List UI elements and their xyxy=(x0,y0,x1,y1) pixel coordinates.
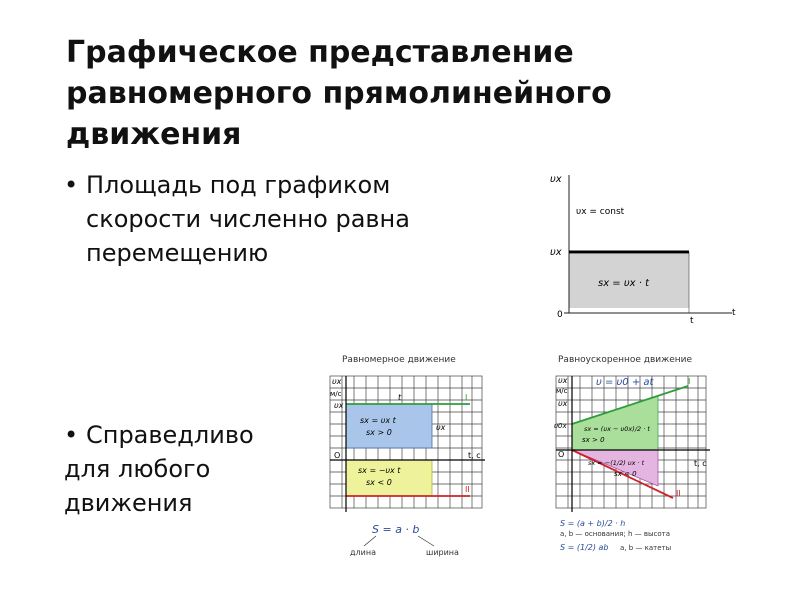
v-level-label: υx xyxy=(550,247,562,258)
lower-formula-1: sx = −υx t xyxy=(358,466,401,475)
axis-t-label: t, с xyxy=(468,451,481,460)
origin-label: O xyxy=(558,450,565,459)
bullet1-line-2: скорости численно равна xyxy=(86,205,410,233)
const-label: υx = const xyxy=(576,207,625,217)
bullet2-line-2: для любого xyxy=(64,455,211,483)
axis-v-label: υx xyxy=(332,377,342,386)
upper-formula: sx = (υx − υ0x)/2 · t xyxy=(584,425,650,433)
t-axis-label: t xyxy=(732,308,736,318)
axis-unit-label: м/с xyxy=(330,390,342,398)
bullet-any-motion xyxy=(64,418,324,520)
caption-length: длина xyxy=(350,548,376,557)
upper-formula-2: sx > 0 xyxy=(366,428,392,437)
bullet2-line-1: Справедливо xyxy=(86,421,254,449)
positive-area xyxy=(346,404,432,448)
t-mark-label: t xyxy=(690,316,694,326)
line-I-label: I xyxy=(465,393,468,402)
uniform-motion-figure xyxy=(320,350,500,570)
caption-width: ширина xyxy=(426,548,459,557)
axis-unit-label: м/с xyxy=(556,387,568,395)
area-formula: sx = υx · t xyxy=(598,278,650,289)
label-v0x: υ0x xyxy=(554,422,567,430)
label-vx: υx xyxy=(558,399,568,408)
title-line-2: равномерного прямолинейного xyxy=(66,76,612,111)
line-II-label: II xyxy=(676,489,681,498)
accel-heading: Равноускоренное движение xyxy=(558,355,693,365)
arrow-width xyxy=(418,536,434,546)
bullet-dot: • xyxy=(64,171,79,199)
slide-title xyxy=(66,32,766,155)
trapezoid-formula: S = (a + b)/2 · h xyxy=(560,519,626,528)
bullet1-line-1: Площадь под графиком xyxy=(86,171,391,199)
triangle-caption: a, b — катеты xyxy=(620,544,672,552)
lower-formula: sx = −(1/2) υx · t xyxy=(588,459,645,467)
label-ux-right: υx xyxy=(436,423,446,432)
line-II-label: II xyxy=(465,485,470,494)
triangle-formula: S = (1/2) ab xyxy=(560,543,609,552)
v-axis-label: υx xyxy=(550,174,562,185)
label-vx: υx xyxy=(334,401,344,410)
trapezoid-caption: a, b — основания; h — высота xyxy=(560,530,670,538)
uniform-heading: Равномерное движение xyxy=(342,355,456,365)
axis-v-label: υx xyxy=(558,376,568,385)
title-line-1: Графическое представление xyxy=(66,35,574,70)
bullet1-line-3: перемещению xyxy=(86,239,269,267)
accelerated-motion-figure xyxy=(548,350,738,570)
bullet-text xyxy=(86,168,506,270)
upper-formula-1: sx = υx t xyxy=(360,416,396,425)
bullet2-line-3: движения xyxy=(64,489,193,517)
vector-formula: υ = υ0 + at xyxy=(596,377,654,388)
lower-formula-2: sx < 0 xyxy=(366,478,392,487)
upper-sign: sx > 0 xyxy=(582,436,605,444)
label-t-top: t xyxy=(398,393,402,402)
main-formula: S = a · b xyxy=(372,523,420,536)
line-I-label: I xyxy=(688,377,691,386)
origin-label: 0 xyxy=(557,310,563,320)
title-line-3: движения xyxy=(66,117,242,152)
origin-label: O xyxy=(334,451,341,460)
axis-t-label: t, с xyxy=(694,459,707,468)
velocity-time-graph xyxy=(540,165,750,330)
arrow-length xyxy=(364,536,376,546)
bullet-dot: • xyxy=(64,421,79,449)
bullet-text xyxy=(64,418,324,520)
lower-sign: sx < 0 xyxy=(614,470,637,478)
